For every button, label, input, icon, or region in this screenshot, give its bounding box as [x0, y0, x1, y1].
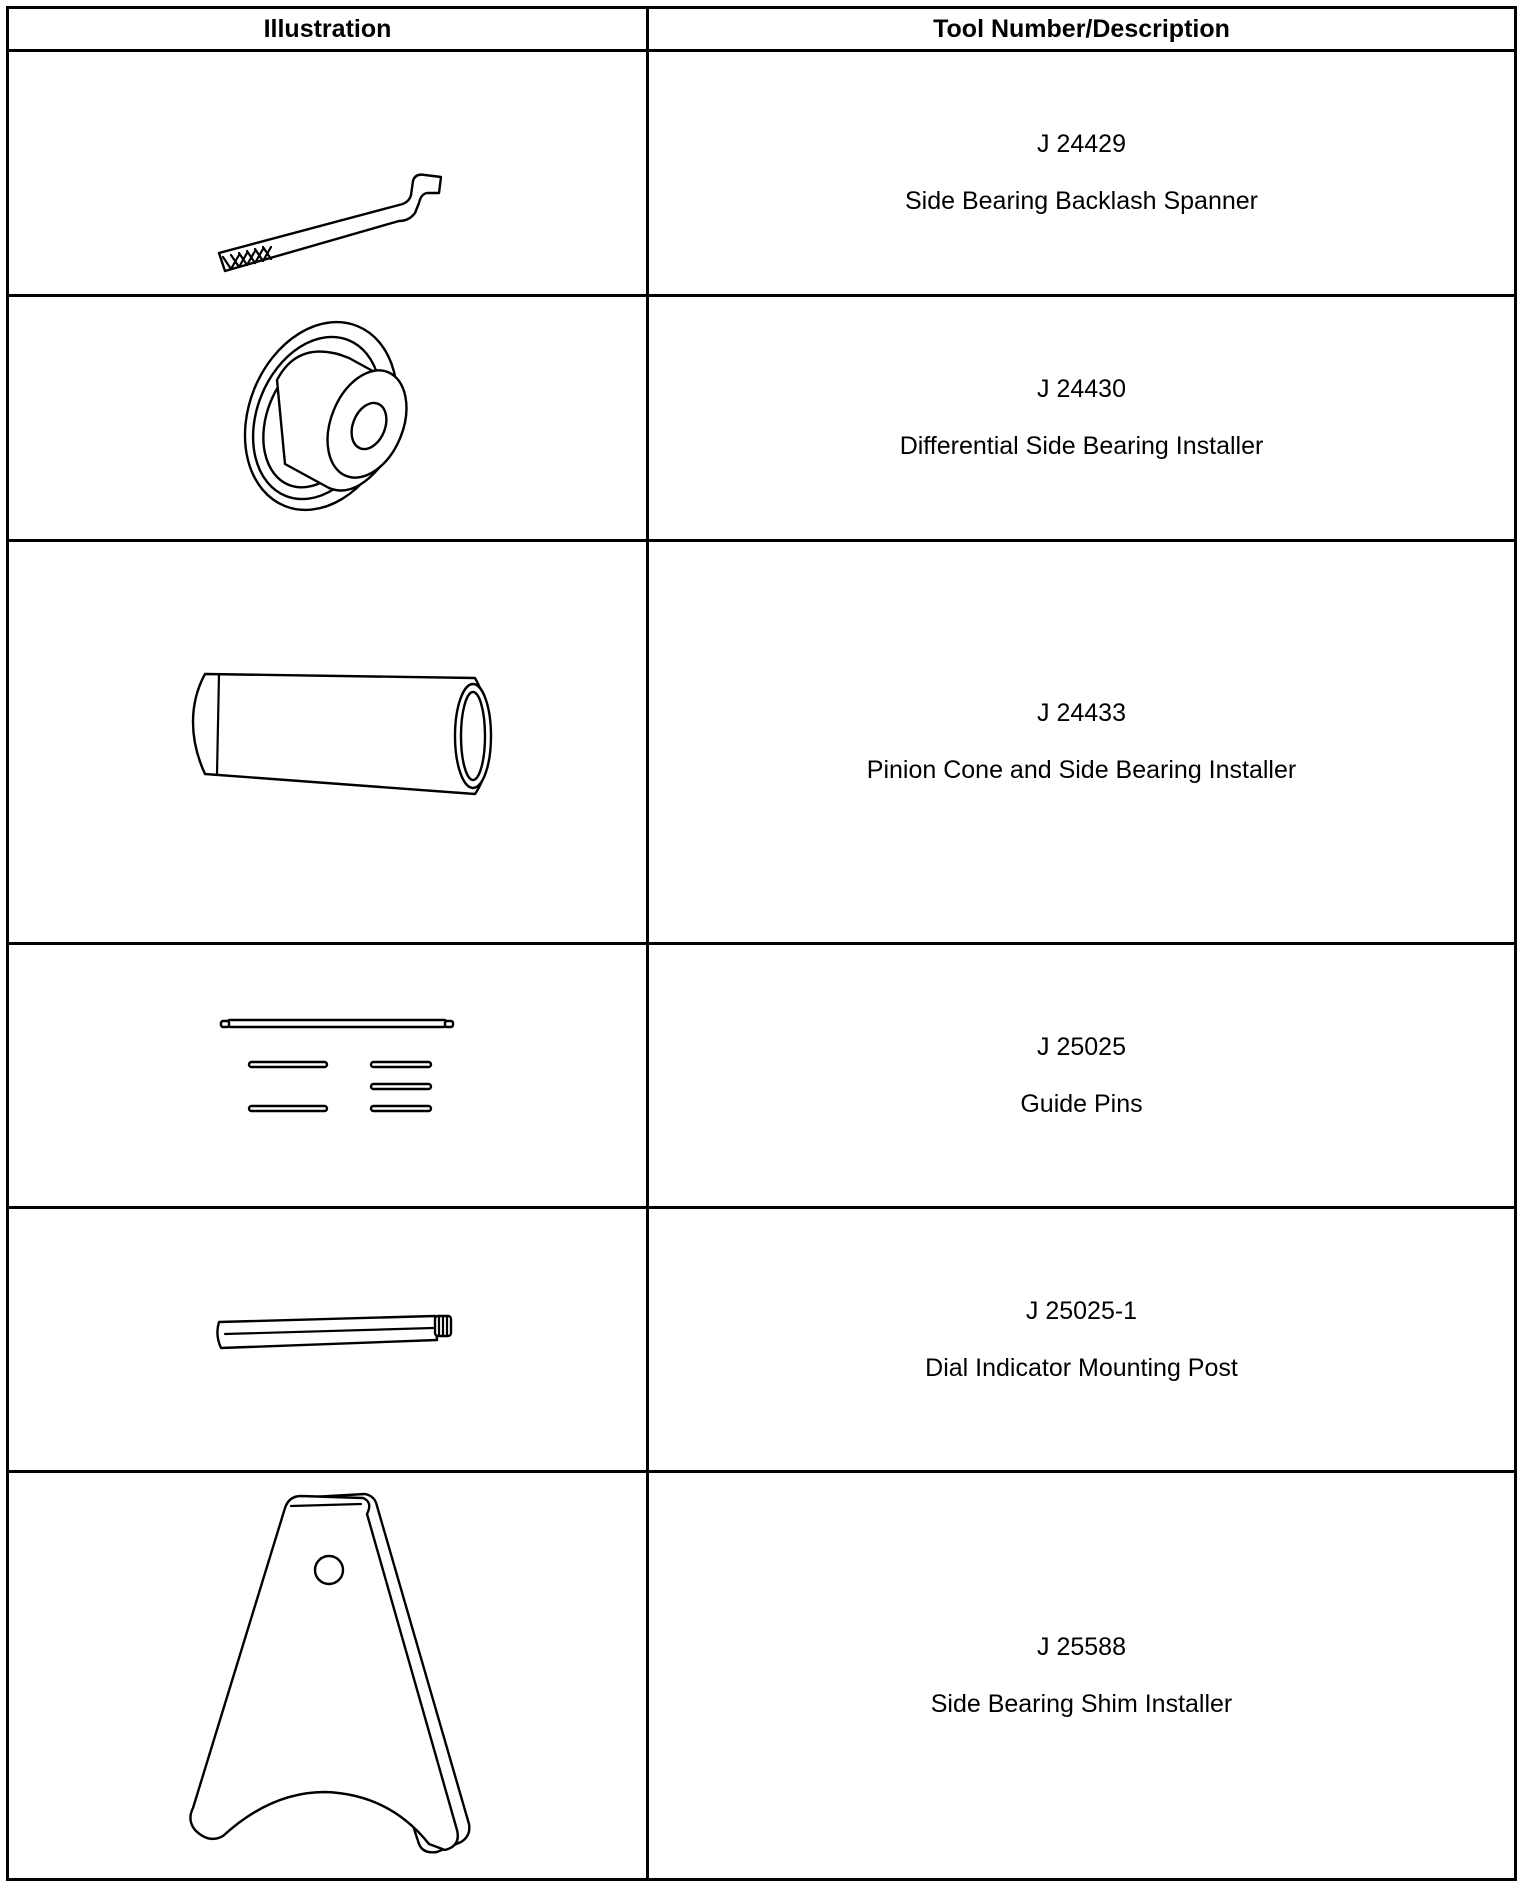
table-row — [8, 944, 1516, 1208]
header-description: Tool Number/Description — [648, 8, 1516, 51]
tool-number: J 24433 — [1037, 699, 1126, 727]
tool-number: J 25025-1 — [1025, 1296, 1138, 1325]
bearing-installer-illustration-icon — [9, 298, 649, 538]
table-row — [8, 1208, 1516, 1472]
tool-number: J 25588 — [1037, 1632, 1126, 1661]
illustration-cell — [8, 944, 648, 1208]
shim-installer-illustration-icon — [9, 1474, 649, 1878]
tool-number: J 24430 — [1037, 375, 1126, 403]
tool-number: J 24429 — [1037, 130, 1126, 158]
tool-table — [6, 6, 1517, 1881]
table-row — [8, 1472, 1516, 1880]
table-row — [8, 541, 1516, 944]
illustration-cell — [8, 541, 648, 944]
table-row — [8, 296, 1516, 541]
tool-description: Dial Indicator Mounting Post — [925, 1353, 1238, 1382]
description-cell — [648, 51, 1516, 296]
illustration-cell — [8, 1208, 648, 1472]
description-cell — [648, 1208, 1516, 1472]
illustration-cell — [8, 51, 648, 296]
tool-description: Guide Pins — [1020, 1089, 1143, 1118]
table-row — [8, 51, 1516, 296]
illustration-cell — [8, 296, 648, 541]
description-cell — [648, 296, 1516, 541]
tool-description: Pinion Cone and Side Bearing Installer — [866, 756, 1297, 784]
description-cell — [648, 1472, 1516, 1880]
header-illustration: Illustration — [8, 8, 648, 51]
tool-description: Differential Side Bearing Installer — [899, 432, 1264, 460]
cylinder-installer-illustration-icon — [9, 542, 649, 942]
tool-description: Side Bearing Shim Installer — [930, 1689, 1233, 1718]
tool-description: Side Bearing Backlash Spanner — [904, 187, 1258, 215]
description-cell — [648, 944, 1516, 1208]
spanner-illustration-icon — [9, 53, 649, 293]
mounting-post-illustration-icon — [9, 1210, 649, 1470]
description-cell — [648, 541, 1516, 944]
illustration-cell — [8, 1472, 648, 1880]
guide-pins-illustration-icon — [9, 946, 649, 1206]
header-row — [8, 8, 1516, 51]
tool-number: J 25025 — [1037, 1032, 1126, 1061]
